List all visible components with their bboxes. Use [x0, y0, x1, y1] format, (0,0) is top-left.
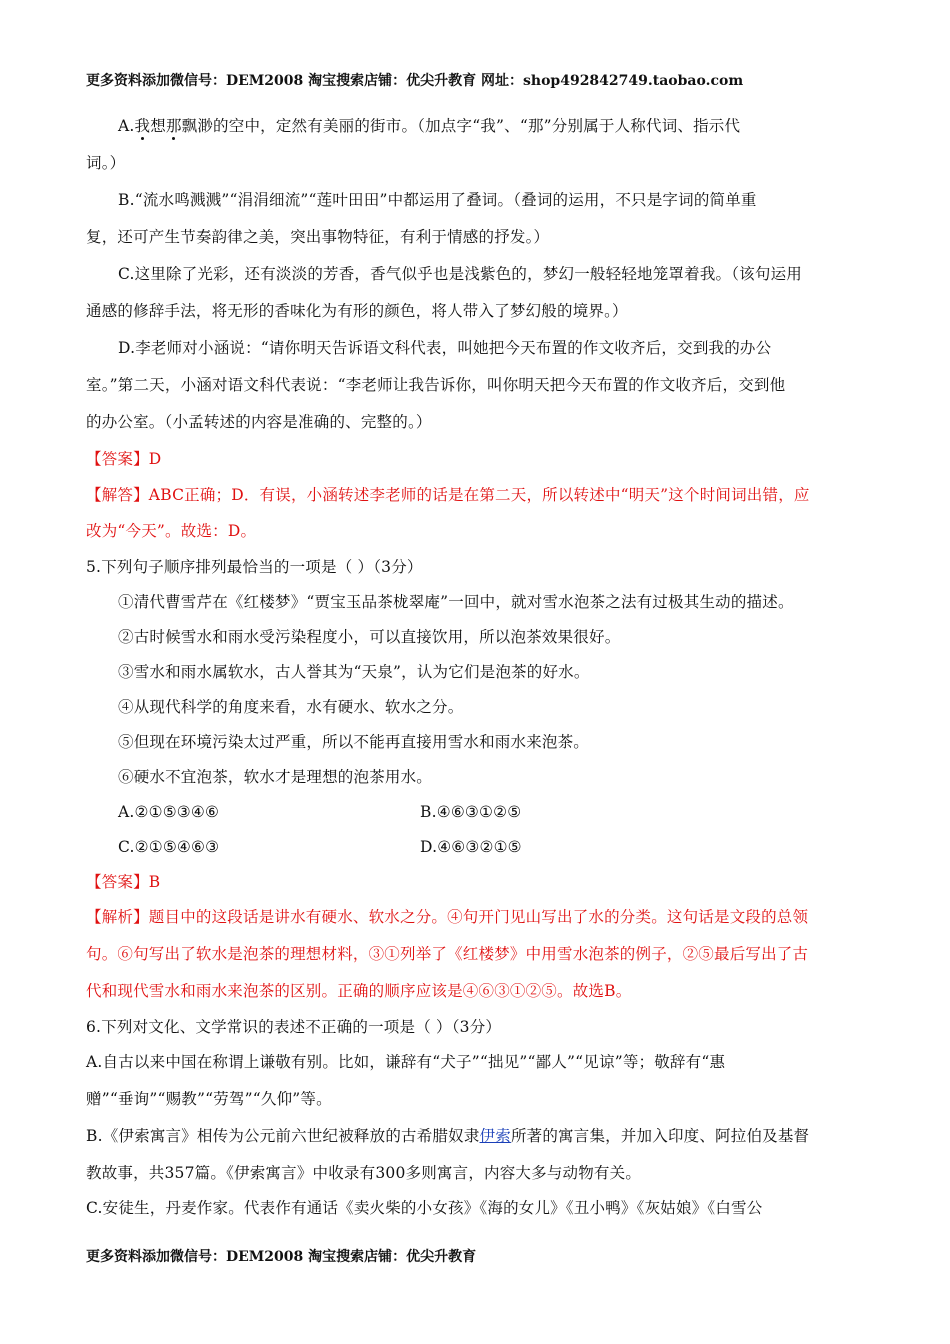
q5-option-b: B.④⑥③①②⑤ [420, 803, 522, 821]
yisuo-link[interactable]: 伊索 [479, 1127, 511, 1145]
q5-explanation-line3: 代和现代雪水和雨水来泡茶的区别。正确的顺序应该是④⑥③①②⑤。故选B。 [86, 982, 632, 1000]
q6-stem: 6.下列对文化、文学常识的表述不正确的一项是（ ）（3分） [86, 1018, 502, 1036]
q4-explanation-line2: 改为“今天”。故选：D。 [86, 522, 257, 540]
q4-option-a-line2: 词。） [86, 154, 126, 172]
dotted-char-wo: 我 [134, 117, 151, 135]
q4-option-d-line1: D.李老师对小涵说：“请你明天告诉语文科代表，叫她把今天布置的作文收齐后，交到我的办公 [118, 339, 772, 357]
q5-explanation-line2: 句。⑥句写出了软水是泡茶的理想材料，③①列举了《红楼梦》中用雪水泡茶的例子，②⑤最后写出了古 [86, 945, 809, 963]
q6-option-a-line2: 赠”“垂询”“赐教”“劳驾”“久仰”等。 [86, 1090, 332, 1108]
q4-option-a-line1: A.我想那飘渺的空中，定然有美丽的街市。（加点字“我”、“那”分别属于人称代词、指示代 [118, 117, 741, 135]
q5-options-row1 [118, 802, 898, 822]
q5-sentence-6: ⑥硬水不宜泡茶，软水才是理想的泡茶用水。 [118, 768, 433, 786]
q5-option-a: A.②①⑤③④⑥ [118, 803, 220, 821]
q6-option-a-line1: A.自古以来中国在称谓上谦敬有别。比如，谦辞有“犬子”“拙见”“鄙人”“见谅”等；敬辞有“惠 [86, 1053, 726, 1071]
q5-answer: 【答案】B [86, 873, 161, 891]
q5-sentence-1: ①清代曹雪芹在《红楼梦》“贾宝玉品茶栊翠庵”一回中，就对雪水泡茶之法有过极其生动的描述。 [118, 593, 794, 611]
q5-explanation-line1: 【解析】题目中的这段话是讲水有硬水、软水之分。④句开门见山写出了水的分类。这句话是文段的总领 [86, 908, 809, 926]
q4-answer: 【答案】D [86, 450, 162, 468]
q5-option-c: C.②①⑤④⑥③ [118, 838, 220, 856]
q6-option-b-line2: 教故事，共357篇。《伊索寓言》中收录有300多则寓言，内容大多与动物有关。 [86, 1164, 642, 1182]
page-header: 更多资料添加微信号：DEM2008 淘宝搜索店铺：优尖升教育 网址：shop492842749.taobao.com [86, 73, 744, 89]
q5-sentence-4: ④从现代科学的角度来看，水有硬水、软水之分。 [118, 698, 464, 716]
page-footer: 更多资料添加微信号：DEM2008 淘宝搜索店铺：优尖升教育 [86, 1249, 477, 1265]
q4-option-c-line1: C.这里除了光彩，还有淡淡的芳香，香气似乎也是浅紫色的，梦幻一般轻轻地笼罩着我。（该句运用 [118, 265, 802, 283]
q6-option-c-line1: C.安徒生，丹麦作家。代表作有通话《卖火柴的小女孩》《海的女儿》《丑小鸭》《灰姑娘》《白雪公 [86, 1199, 763, 1217]
q5-sentence-3: ③雪水和雨水属软水，古人誉其为“天泉”，认为它们是泡茶的好水。 [118, 663, 590, 681]
dotted-char-na: 那 [165, 117, 182, 135]
q5-options-row2 [118, 837, 898, 857]
q5-stem: 5.下列句子顺序排列最恰当的一项是（ ）（3分） [86, 558, 423, 576]
q4-option-b-line2: 复，还可产生节奏韵律之美，突出事物特征，有利于情感的抒发。） [86, 228, 550, 246]
q4-option-b-line1: B.“流水鸣溅溅”“涓涓细流”“莲叶田田”中都运用了叠词。（叠词的运用，不只是字词的简单重 [118, 191, 757, 209]
q6-option-b-line1: B.《伊索寓言》相传为公元前六世纪被释放的古希腊奴隶伊索所著的寓言集，并加入印度、阿拉伯及基督 [86, 1127, 810, 1145]
q5-sentence-2: ②古时候雪水和雨水受污染程度小，可以直接饮用，所以泡茶效果很好。 [118, 628, 621, 646]
q4-option-d-line3: 的办公室。（小孟转述的内容是准确的、完整的。） [86, 413, 432, 431]
q4-option-c-line2: 通感的修辞手法，将无形的香味化为有形的颜色，将人带入了梦幻般的境界。） [86, 302, 628, 320]
q5-option-d: D.④⑥③②①⑤ [420, 838, 522, 856]
q4-option-d-line2: 室。”第二天，小涵对语文科代表说：“李老师让我告诉你，叫你明天把今天布置的作文收齐后，交到他 [86, 376, 786, 394]
q5-sentence-5: ⑤但现在环境污染太过严重，所以不能再直接用雪水和雨水来泡茶。 [118, 733, 590, 751]
q4-explanation-line1: 【解答】ABC正确；D．有误，小涵转述李老师的话是在第二天，所以转述中“明天”这个时间词出错，应 [86, 486, 810, 504]
